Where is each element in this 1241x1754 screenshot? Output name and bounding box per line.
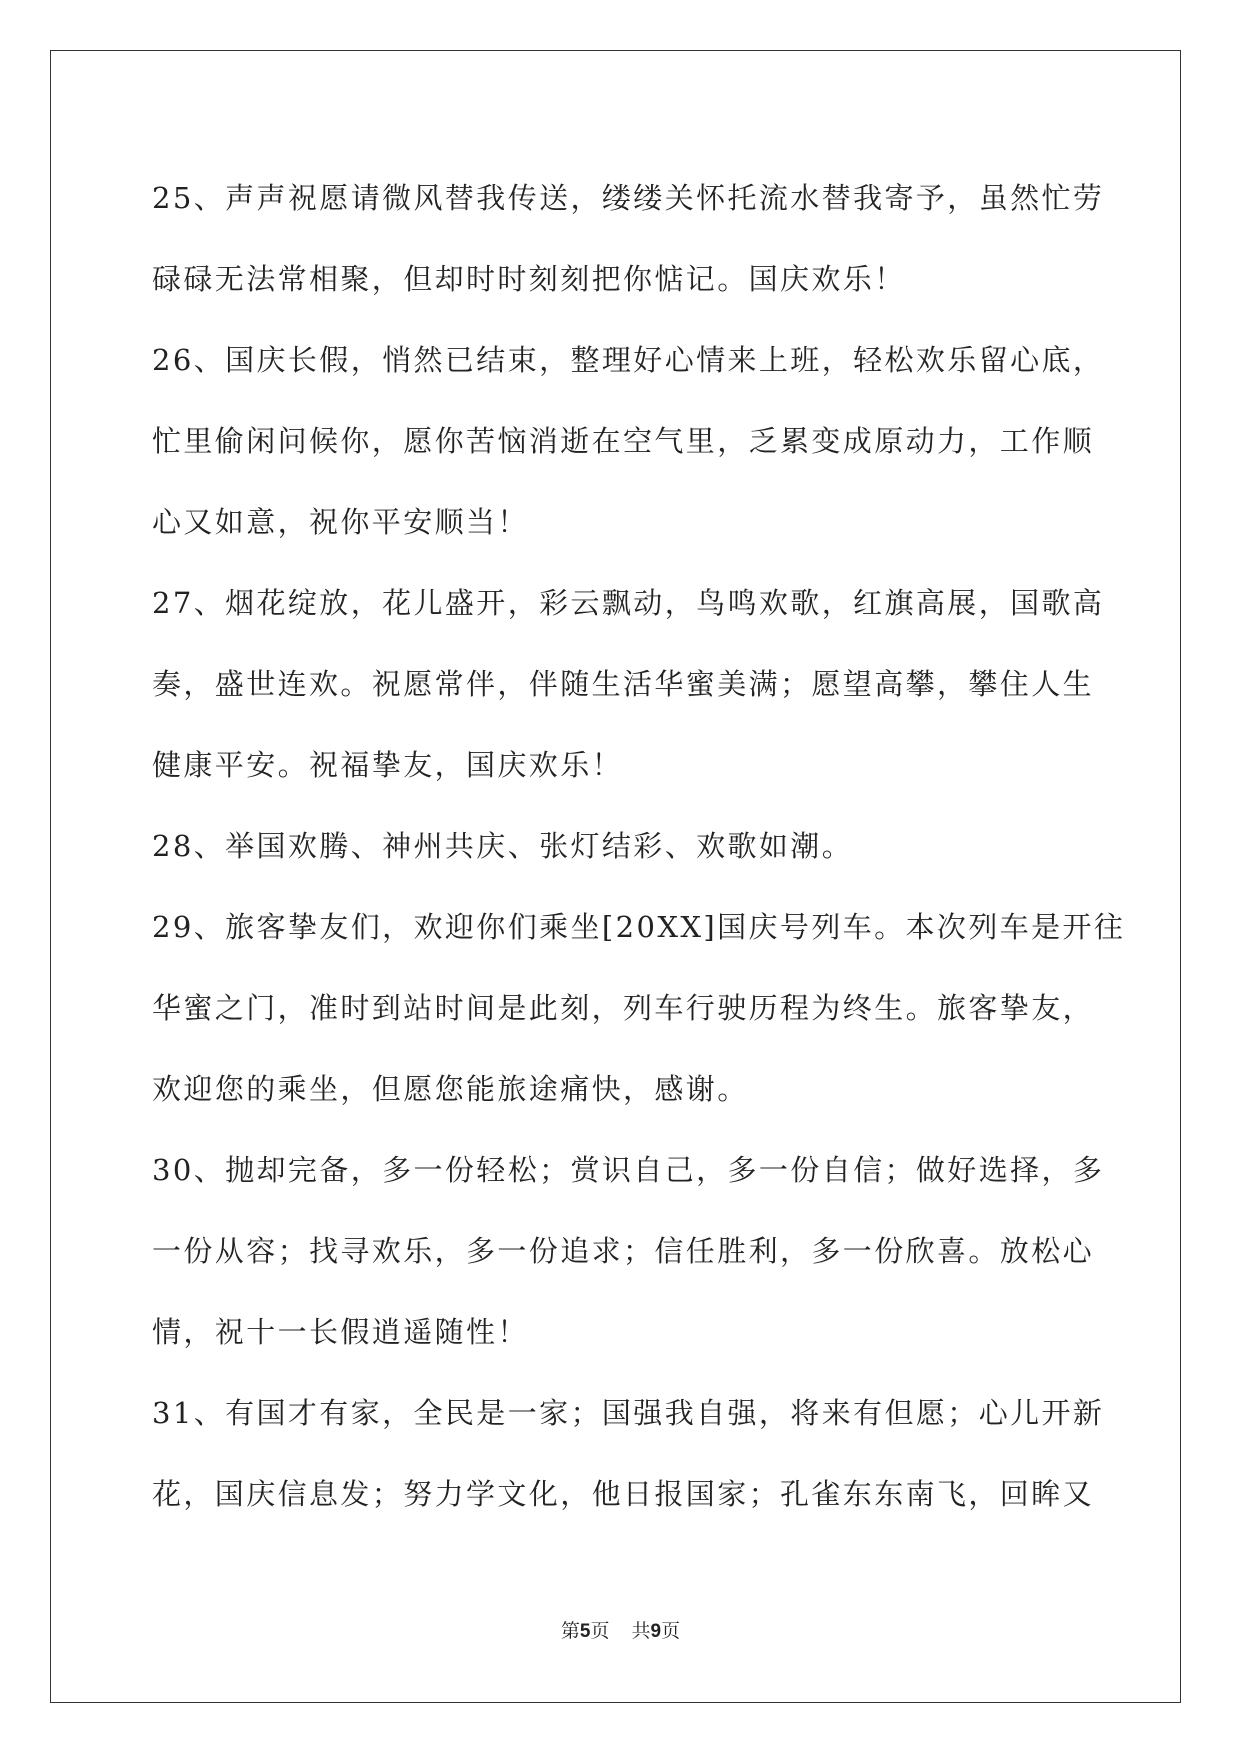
text-line: 29、旅客挚友们，欢迎你们乘坐[20XX]国庆号列车。本次列车是开往: [152, 910, 1126, 944]
page-footer: [0, 1616, 1241, 1643]
paragraph-25: [152, 158, 1105, 320]
paragraph-31: [152, 1373, 1105, 1535]
paragraph-26: [152, 320, 1105, 563]
text-line: 情，祝十一长假逍遥随性！: [152, 1315, 529, 1349]
text-line: 30、抛却完备，多一份轻松；赏识自己，多一份自信；做好选择，多: [152, 1153, 1105, 1187]
page-number: 5: [579, 1621, 591, 1642]
text-line: 碌碌无法常相聚，但却时时刻刻把你惦记。国庆欢乐！: [152, 262, 906, 296]
total-prefix: 共: [631, 1620, 651, 1642]
total-pages: 9: [650, 1621, 662, 1642]
text-line: 25、声声祝愿请微风替我传送，缕缕关怀托流水替我寄予，虽然忙劳: [152, 181, 1105, 215]
text-line: 华蜜之门，准时到站时间是此刻，列车行驶历程为终生。旅客挚友，: [152, 991, 1095, 1025]
text-line: 27、烟花绽放，花儿盛开，彩云飘动，鸟鸣欢歌，红旗高展，国歌高: [152, 586, 1105, 620]
text-line: 26、国庆长假，悄然已结束，整理好心情来上班，轻松欢乐留心底，: [152, 343, 1105, 377]
text-line: 忙里偷闲问候你，愿你苦恼消逝在空气里，乏累变成原动力，工作顺: [152, 424, 1095, 458]
page-suffix: 页: [590, 1620, 610, 1642]
text-line: 28、举国欢腾、神州共庆、张灯结彩、欢歌如潮。: [152, 829, 854, 863]
text-line: 花，国庆信息发；努力学文化，他日报国家；孔雀东东南飞，回眸又: [152, 1477, 1095, 1511]
paragraph-30: [152, 1130, 1105, 1373]
page-prefix: 第: [560, 1620, 580, 1642]
text-line: 心又如意，祝你平安顺当！: [152, 505, 529, 539]
text-line: 欢迎您的乘坐，但愿您能旅途痛快，感谢。: [152, 1072, 749, 1106]
paragraph-28: [152, 806, 1092, 887]
text-line: 健康平安。祝福挚友，国庆欢乐！: [152, 748, 624, 782]
paragraph-29: [152, 887, 1126, 1130]
text-line: 31、有国才有家，全民是一家；国强我自强，将来有但愿；心儿开新: [152, 1396, 1105, 1430]
paragraph-27: [152, 563, 1105, 806]
total-suffix: 页: [661, 1620, 681, 1642]
text-line: 奏，盛世连欢。祝愿常伴，伴随生活华蜜美满；愿望高攀，攀住人生: [152, 667, 1095, 701]
document-body: [152, 158, 1126, 1535]
text-line: 一份从容；找寻欢乐，多一份追求；信任胜利，多一份欣喜。放松心: [152, 1234, 1095, 1268]
